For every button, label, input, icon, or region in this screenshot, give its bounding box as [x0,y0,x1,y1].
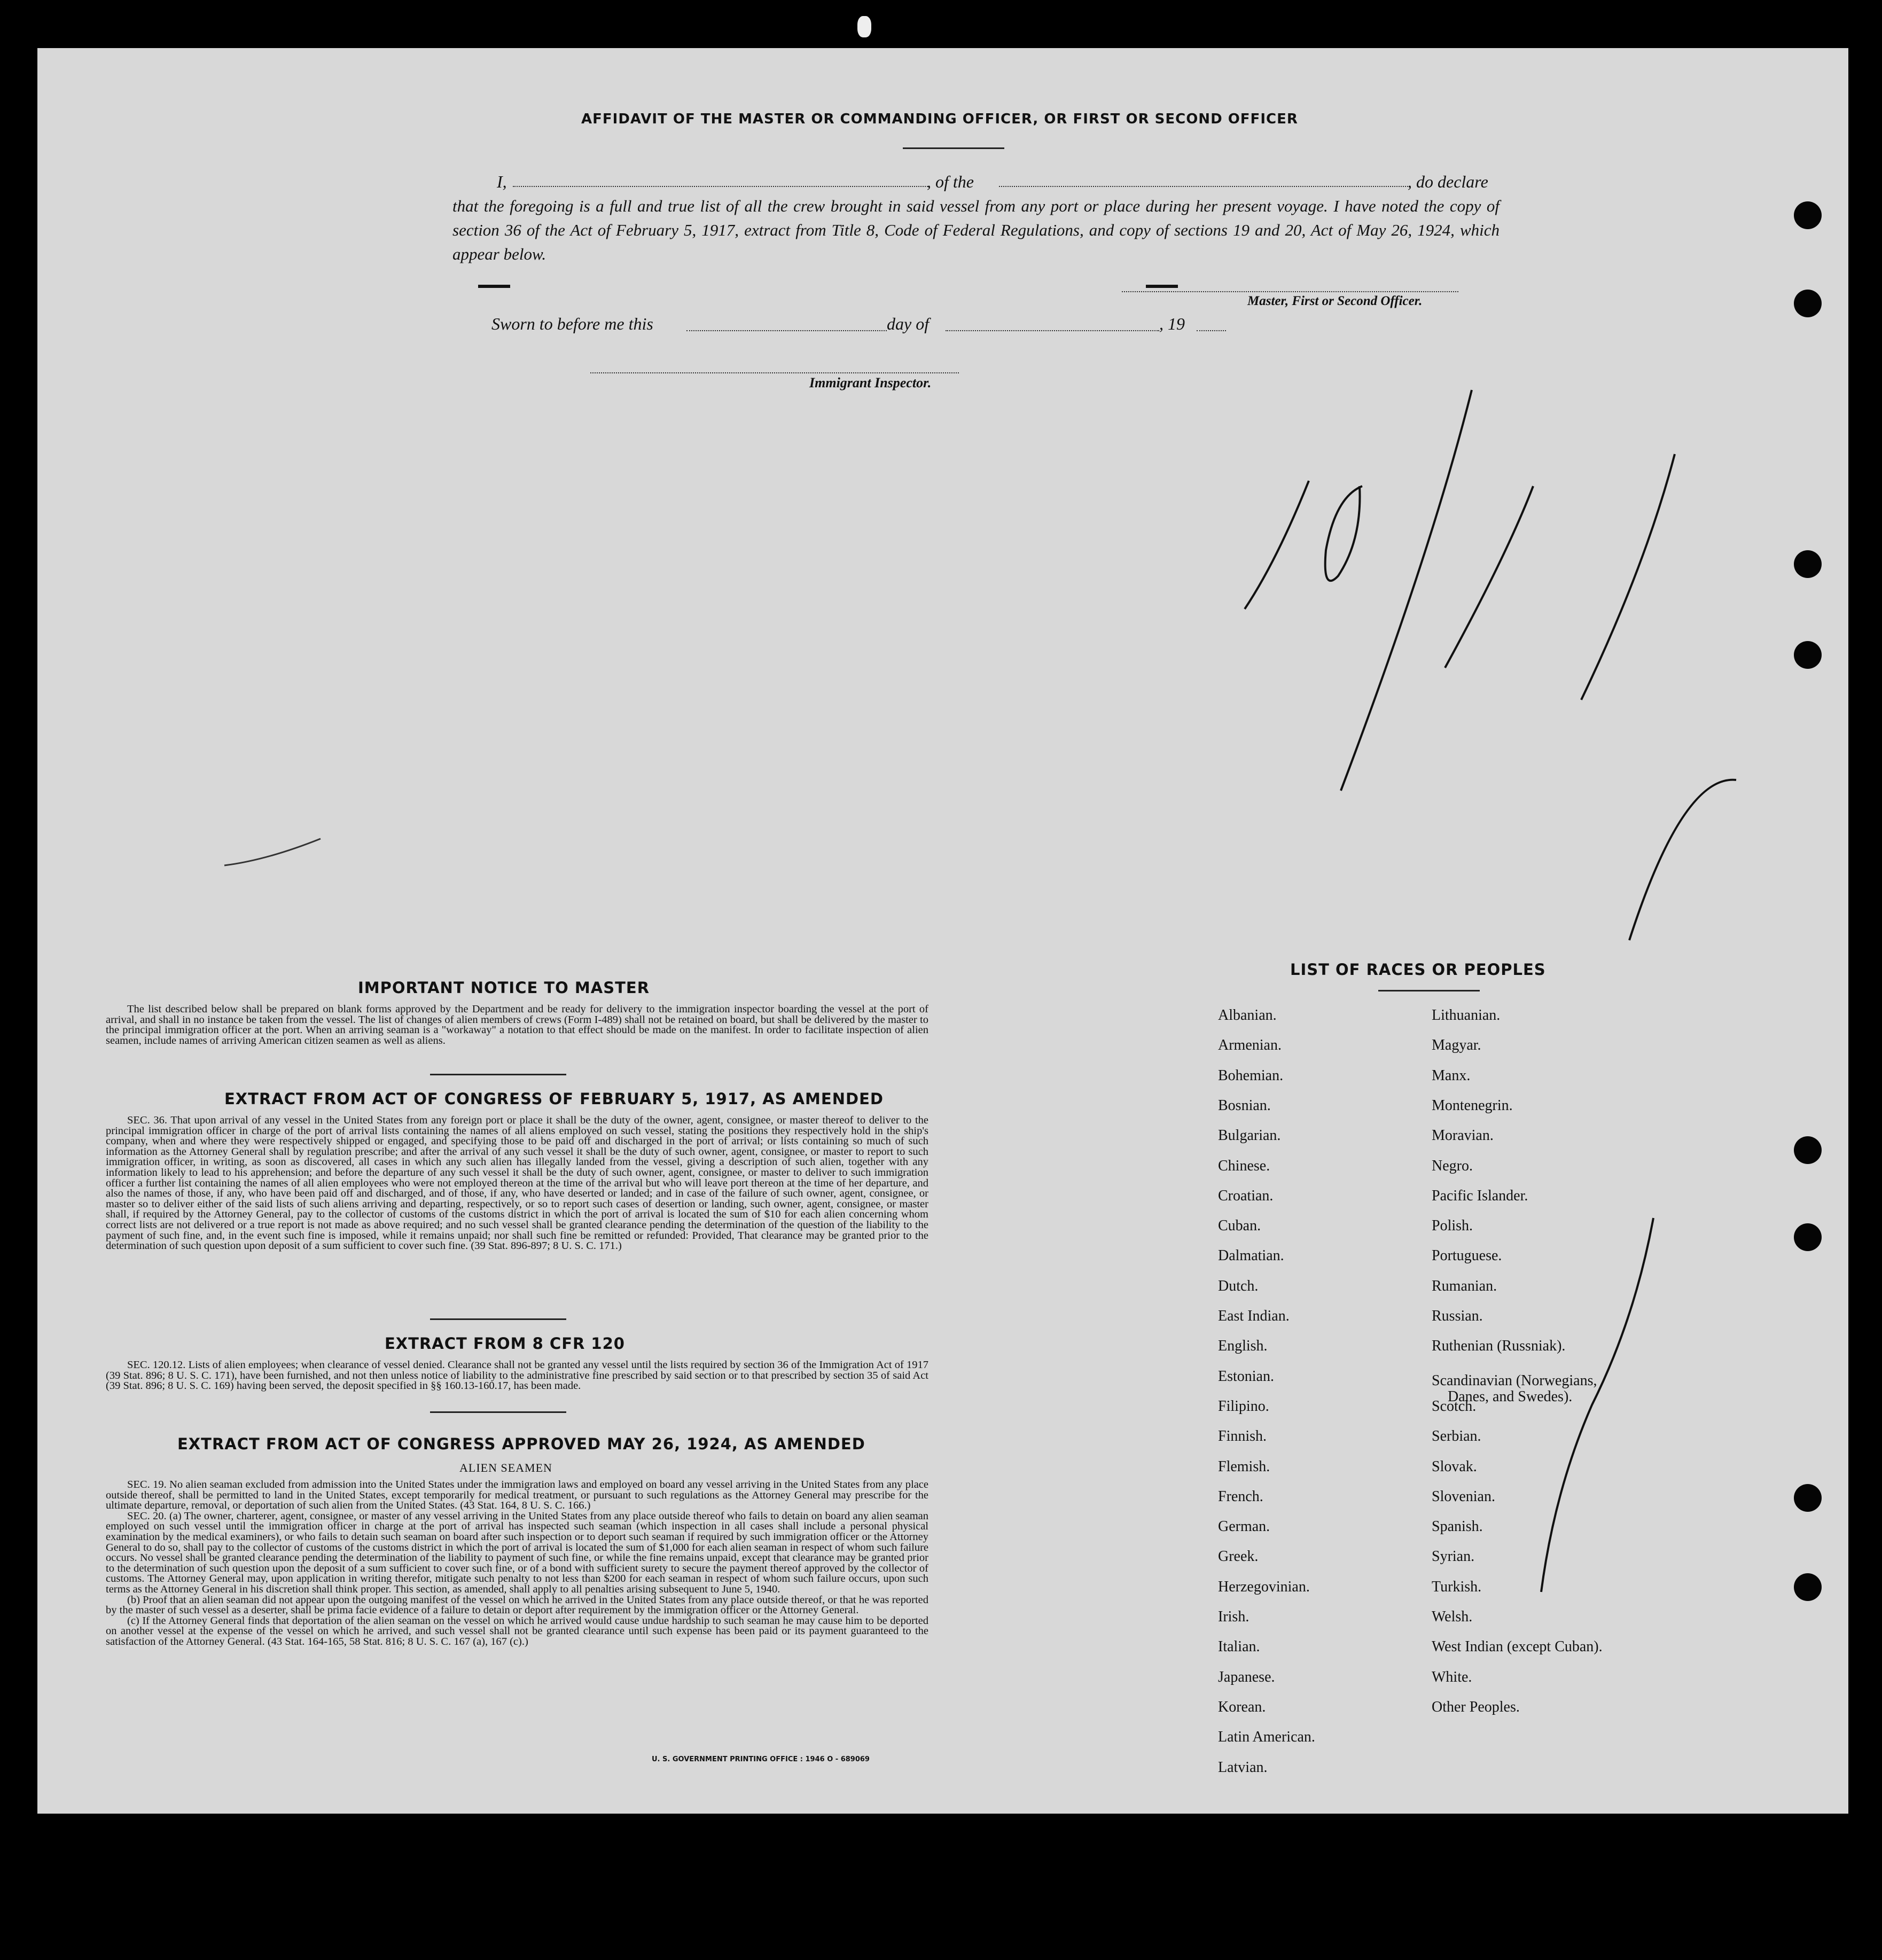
race-item: Cuban. [1218,1217,1261,1234]
extract-1917-text: SEC. 36. That upon arrival of any vessel in the United States from any foreign port or place it shall be the duty of the owner, agent, consignee, or master thereof to deliver to the principal immigration officer in charge of the port of arrival lists containing the names of all aliens employed on such vessel, stating the positions they respectively hold in the ship's company, when and where they were respectively shipped or engaged, and specifying those to be paid off and discharged in the port of arrival; or lists containing so much of such information as the Attorney General shall by regulation prescribe; and after the arrival of any such vessel it shall be the duty of such owner, agent, consignee, or master to report to such immigration officer, in writing, as soon as discovered, all cases in which any such alien has illegally landed from the vessel, giving a description of such alien, together with any information likely to lead to his apprehension; and before the departure of any such vessel it shall be the duty of such owner, agent, consignee, or master to deliver to such immigration officer a further list containing the names of all alien employees who were not employed thereon at the time of the arrival but who will leave port thereon at the time of her departure, and also the names of those, if any, who have been paid off and discharged, and of those, if any, who have deserted or landed; and in case of the failure of such owner, agent, consignee, or master so to deliver either of the said lists of such aliens arriving and departing, respectively, or so to report such cases of desertion or landing, such owner, agent, consignee, or master shall, if required by the Attorney General, pay to the collector of customs of the customs district in which the port of arrival is located the sum of $10 for each alien concerning whom correct lists are not delivered or a true report is not made as above required; and no such vessel shall be granted clearance pending the determination of the question of the liability to the payment of such fine, and, in the event such fine is imposed, while it remains unpaid; nor shall such fine be remitted or refunded: Provided, That clearance may be granted prior to the determination of such question upon deposit of a sum sufficient to cover such fine. (39 Stat. 896-897; 8 U. S. C. 171.) [106,1114,928,1252]
race-item: Latin American. [1218,1729,1315,1745]
race-item: Slovak. [1432,1458,1477,1475]
race-item: Moravian. [1432,1127,1494,1144]
of-the-label: , of the [927,172,974,191]
race-item: Other Peoples. [1432,1699,1520,1715]
extract-cfr-text: SEC. 120.12. Lists of alien employees; when clearance of vessel denied. Clearance shall not be granted any vessel until the lists required by section 36 of the Immigration Act of 1917 (39 Stat. 896; 8 U. S. C. 171), have been furnished, and not then unless notice of liability to the administrative fine prescribed by said section or to that prescribed by section 35 of said Act (39 Stat. 896; 8 U. S. C. 169) having been served, the deposit specified in §§ 160.13-160.17, has been made. [106,1359,928,1392]
inspector-signature-field[interactable] [590,372,959,373]
race-item: Manx. [1432,1067,1471,1084]
affidavit-title-rule [903,147,1004,149]
race-item: Bohemian. [1218,1067,1284,1084]
race-item: Turkish. [1432,1579,1482,1595]
year-label: , 19 [1159,314,1185,333]
race-item: West Indian (except Cuban). [1432,1638,1603,1655]
sworn-day-field[interactable] [686,330,887,331]
handwritten-number [1202,326,1843,1095]
ink-mark [1146,285,1178,288]
race-item: Montenegrin. [1432,1097,1513,1114]
pen-stroke [1325,486,1362,581]
race-item: Greek. [1218,1548,1259,1565]
race-item: Syrian. [1432,1548,1475,1565]
race-item: Russian. [1432,1308,1483,1324]
race-item: Polish. [1432,1217,1473,1234]
alien-seamen-subtitle: ALIEN SEAMEN [459,1461,552,1474]
race-item: Filipino. [1218,1398,1269,1415]
race-item: Japanese. [1218,1669,1275,1685]
race-item: Lithuanian. [1432,1007,1501,1024]
race-item: Herzegovinian. [1218,1579,1310,1595]
pen-stroke [1445,486,1533,668]
extract-1924-title: EXTRACT FROM ACT OF CONGRESS APPROVED MAY 26, 1924, AS AMENDED [177,1435,865,1453]
race-item: Latvian. [1218,1759,1268,1776]
race-item: Ruthenian (Russniak). [1432,1338,1566,1354]
day-of-label: day of [887,314,930,333]
do-declare-label: , do declare [1408,172,1488,191]
notice-text: The list described below shall be prepared on blank forms approved by the Department and be ready for delivery to the immigration inspector boarding the vessel at the port of arrival, and shall in no instance be taken from the vessel. The list of changes of alien members of crews (Form I-489) shall not be retained on board, but shall be delivered by the master to the principal immigration officer at the port. When an arriving seaman is a "workaway" a notation to that effect should be made on the manifest. In order to facilitate inspection of alien seamen, include names of arriving American citizen seamen as well as aliens. [106,1003,928,1047]
punch-hole [1794,201,1822,229]
race-item: Magyar. [1432,1037,1481,1053]
race-item: Negro. [1432,1158,1473,1174]
affidavit-body: that the foregoing is a full and true list of all the crew brought in said vessel from any port or place during her present voyage. I have noted the copy of section 36 of the Act of February 5, 1917, extract from Title 8, Code of Federal Regulations, and copy of sections 19 and 20, Act of May 26, 1924, which appear below. [452,197,1500,263]
sec-20c-text: (c) If the Attorney General finds that deportation of the alien seaman on the vessel on which he arrived would cause undue hardship to such seaman he may cause him to be deported on another vessel at the expense of the vessel on which he arrived, and such vessel shall not be granted clearance until such expense has been paid or its payment guaranteed to the satisfaction of the Attorney General. (43 Stat. 164-165, 58 Stat. 816; 8 U. S. C. 167 (a), 167 (c).) [106,1614,928,1647]
race-item: Dutch. [1218,1278,1259,1294]
race-item: English. [1218,1338,1268,1354]
extract-1924-body [106,1480,928,1647]
pencil-mark [214,828,331,876]
race-item: Albanian. [1218,1007,1277,1024]
punch-hole [1794,641,1822,669]
pen-stroke [1581,454,1675,700]
printer-imprint: U. S. GOVERNMENT PRINTING OFFICE : 1946 O - 689069 [652,1755,870,1763]
race-item: Slovenian. [1432,1488,1495,1505]
race-item: Dalmatian. [1218,1247,1284,1264]
pen-stroke [1341,390,1472,791]
race-item: Spanish. [1432,1518,1483,1535]
race-item: French. [1218,1488,1263,1505]
race-item: White. [1432,1669,1472,1685]
race-item: German. [1218,1518,1270,1535]
race-item: Bosnian. [1218,1097,1271,1114]
sec-20a-text: SEC. 20. (a) The owner, charterer, agent, consignee, or master of any vessel arriving in the United States from any place outside thereof who fails to detain on board any alien seaman employed on such vessel until the immigration officer in charge at the port of arrival has inspected such seaman (which inspection in all cases shall include a personal physical examination by the medical examiners), or who fails to detain such seaman on board after such inspection or to deport such seaman if required by such immigration officer or the Attorney General to do so, shall pay to the collector of customs of the customs district in which the port of arrival is located the sum of $1,000 for each alien seaman in respect of whom such failure occurs. No vessel shall be granted clearance pending the determination of the liability to payment of such fine, or while the fine remains unpaid, except that clearance may be granted prior to the determination of such question upon the deposit of a sum sufficient to cover such fine, or of a bond with sufficient surety to secure the payment thereof approved by the collector of customs. The Attorney General may, upon application in writing therefor, mitigate such penalty to not less than $200 for each seaman in respect of whom such failure occurs, upon such terms as the Attorney General in his discretion shall think proper. This section, as amended, shall apply to all penalties arising subsequent to June 5, 1940. [106,1510,928,1595]
extract-1917-title: EXTRACT FROM ACT OF CONGRESS OF FEBRUARY 5, 1917, AS AMENDED [224,1090,884,1108]
race-item: Croatian. [1218,1188,1274,1204]
race-item: Portuguese. [1432,1247,1502,1264]
punch-hole [1794,1223,1822,1251]
races-title-rule [1378,990,1480,991]
race-item: Pacific Islander. [1432,1188,1528,1204]
punch-hole [1794,1136,1822,1164]
race-item: Rumanian. [1432,1278,1497,1294]
sworn-month-field[interactable] [946,330,1159,331]
race-item: Scandinavian (Norwegians, [1432,1372,1597,1389]
section-rule [430,1411,566,1413]
punch-hole [1794,1484,1822,1512]
declarant-name-field[interactable] [513,186,930,187]
punch-hole [1794,290,1822,317]
pen-stroke [224,839,321,865]
sec-19-text: SEC. 19. No alien seaman excluded from admission into the United States under the immigration laws and employed on board any vessel arriving in the United States from any place outside thereof, shall be permitted to land in the United States, except temporarily for medical treatment, or pursuant to such regulations as the Attorney General may prescribe for the ultimate departure, removal, or deportation of such alien from the United States. (43 Stat. 164, 8 U. S. C. 166.) [106,1479,928,1512]
race-item: East Indian. [1218,1308,1290,1324]
punch-hole [1794,1573,1822,1601]
race-item: Flemish. [1218,1458,1270,1475]
vessel-name-field[interactable] [999,186,1410,187]
paper-fragment [857,16,871,37]
inspector-label: Immigrant Inspector. [809,375,932,391]
race-item: Finnish. [1218,1428,1267,1444]
race-item: Bulgarian. [1218,1127,1281,1144]
extract-cfr-title: EXTRACT FROM 8 CFR 120 [385,1334,625,1353]
sec-20b-text: (b) Proof that an alien seaman did not appear upon the outgoing manifest of the vessel on which he arrived in the United States from any place outside thereof, or that he was reported by the master of such vessel as a deserter, shall be prima facie evidence of a failure to detain or deport after requirement by the immigration officer or the Attorney General. [106,1594,928,1617]
master-signature-label: Master, First or Second Officer. [1247,294,1423,308]
race-item: Serbian. [1432,1428,1481,1444]
race-item: Armenian. [1218,1037,1282,1053]
race-item: Welsh. [1432,1608,1473,1625]
punch-hole [1794,550,1822,578]
notice-title: IMPORTANT NOTICE TO MASTER [358,979,650,997]
pen-stroke [1629,780,1736,940]
race-item: Irish. [1218,1608,1250,1625]
declarant-label: I, [497,172,507,191]
race-item: Italian. [1218,1638,1260,1655]
race-item: Chinese. [1218,1158,1270,1174]
race-item: Korean. [1218,1699,1266,1715]
document-page [37,48,1848,1814]
race-item: Scotch. [1432,1398,1477,1415]
races-title: LIST OF RACES OR PEOPLES [1290,961,1546,979]
ink-mark [478,285,510,288]
section-rule [430,1318,566,1320]
race-item: Danes, and Swedes). [1448,1388,1573,1405]
affidavit-title: AFFIDAVIT OF THE MASTER OR COMMANDING OFFICER, OR FIRST OR SECOND OFFICER [581,111,1298,127]
section-rule [430,1074,566,1075]
pen-stroke [1245,481,1309,609]
sworn-label: Sworn to before me this [491,314,653,333]
master-signature-field[interactable] [1122,291,1458,292]
race-item: Estonian. [1218,1368,1274,1385]
